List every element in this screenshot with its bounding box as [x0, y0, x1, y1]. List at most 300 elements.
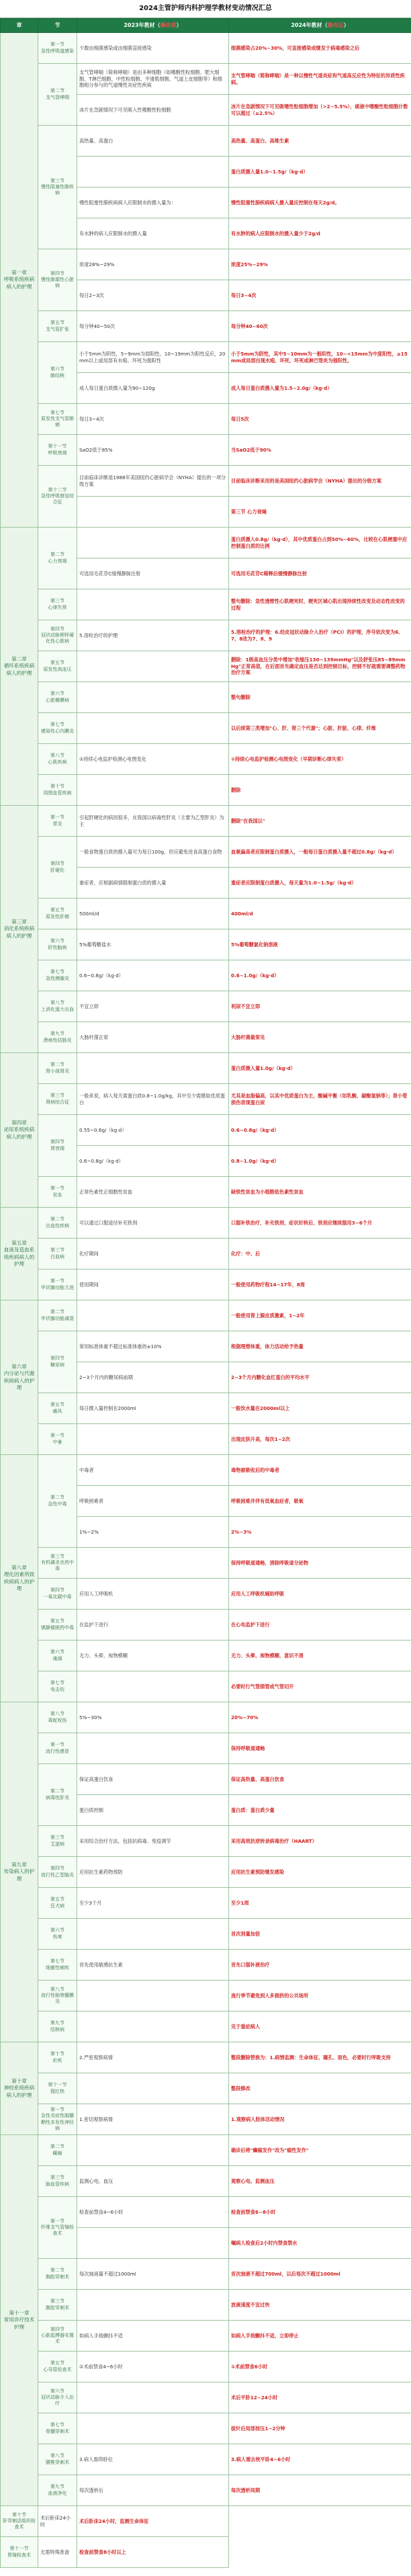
new-edition-cell: 术后卧床24小时，监测生命体征	[77, 2506, 229, 2537]
old-edition-cell: 每日2~3次	[77, 280, 229, 311]
old-edition-cell: 应用抗生素药物预防	[77, 1857, 229, 1888]
section-cell: 第五节 狂犬病	[38, 1888, 77, 1919]
old-edition-cell	[77, 528, 229, 558]
table-row	[1, 589, 411, 620]
section-cell: 第一节 胃炎	[38, 806, 77, 837]
table-row	[1, 2475, 411, 2506]
table-row	[1, 1579, 411, 1610]
chapter-cell: 第六章 内分泌与代谢疾病病人的护理	[1, 1300, 38, 1455]
chapter-cell: 第八章 理化因素所致疾病病人的护理	[1, 1455, 38, 1702]
old-edition-cell: 监测心电、血压	[77, 2166, 229, 2197]
section-cell: 第四节 肝硬化	[38, 837, 77, 899]
section-cell: 第九节 溃疡性结肠炎	[38, 1022, 77, 1053]
table-row	[1, 1424, 411, 1455]
chapter-cell: 第十章 神经系统疾病病人的护理	[1, 2042, 38, 2135]
table-row	[1, 2506, 411, 2537]
table-row	[1, 929, 411, 960]
old-edition-cell: 0.6~0.8g/（kg·d）	[77, 960, 229, 991]
section-cell: 第一节 纤维支气管镜检查术	[38, 2197, 77, 2259]
old-edition-cell: 支气管哮喘（简称哮喘）是由多种细胞（如嗜酸性粒细胞、肥大细胞、T淋巴细胞、中性粒细胞、平滑肌细胞、气道上皮细胞等）和细胞组分参与的气道慢性炎症性疾病	[77, 64, 229, 95]
new-edition-cell: 口服补铁治疗，补充铁剂，症状好转后，铁剂应继续服用3~6个月	[229, 1208, 411, 1239]
new-edition-cell: 400ml/d	[229, 899, 411, 929]
table-row	[1, 1053, 411, 1084]
new-edition-cell: 一般饮水量在2000ml以上	[229, 1393, 411, 1424]
old-edition-cell: 使用期间	[77, 1270, 229, 1300]
table-row	[1, 1764, 411, 1795]
chapter-cell: 第四章 泌尿系统疾病病人的护理	[1, 1053, 38, 1208]
table-row	[1, 899, 411, 929]
chapter-cell: 第十一章 常用诊疗技术护理	[1, 2135, 38, 2506]
old-edition-cell	[77, 497, 229, 528]
new-edition-cell: 首先口服补液治疗	[229, 1950, 411, 1981]
section-cell: 第三节 腹腔穿刺术	[38, 2290, 77, 2321]
section-cell: 第二节 肾小球肾炎	[38, 1053, 77, 1084]
section-cell: 第五节 心导管检查术	[38, 2352, 77, 2382]
new-edition-cell: 有水肿的病人应限制水的摄入量少于2g/d	[229, 218, 411, 249]
new-edition-cell: 拔针后局部按压1~2分钟	[229, 2413, 411, 2444]
table-row	[1, 2259, 411, 2290]
old-edition-cell: 呼吸困难者	[77, 1486, 229, 1517]
old-edition-cell	[77, 651, 229, 682]
new-edition-cell: 每分钟40~60次	[229, 311, 411, 342]
old-edition-cell: 0.6~0.8g/（kg·d）	[77, 1146, 229, 1177]
old-edition-cell	[77, 1548, 229, 1579]
section-cell: 第二节 病毒性肝炎	[38, 1764, 77, 1826]
table-row	[1, 1331, 411, 1362]
table-row	[1, 2104, 411, 2135]
new-edition-cell: 如病人手指颤抖不适，立即停止	[229, 2321, 411, 2352]
new-edition-cell: 第三节 心力衰竭	[229, 497, 411, 528]
old-edition-cell: 小于5mm为阴性，5~9mm为弱阳性，10~19mm为阳性反应，20mm以上或局部有水疱、坏死为强阳性	[77, 342, 229, 373]
old-edition-cell	[77, 2135, 229, 2166]
old-edition-cell	[77, 2011, 229, 2042]
new-edition-cell: 0.8~1.0g/（kg·d）	[229, 1146, 411, 1177]
new-edition-cell: 术后平卧12~24小时	[229, 2382, 411, 2413]
table-row	[1, 1177, 411, 1208]
chapter-cell: 第五章 血液及造血系统疾病病人的护理	[1, 1208, 38, 1300]
old-edition-cell: 检查前禁食4~6小时	[77, 2197, 229, 2228]
old-edition-cell: 一般食物蛋白质的摄入量可为每日100g，但应避免进食高蛋白食物	[77, 837, 229, 868]
old-edition-cell: 如病人手指颤抖不适	[77, 2321, 229, 2352]
old-edition-cell: 无需特殊准备	[38, 2537, 77, 2568]
new-edition-cell: 大肠杆菌最常见	[229, 1022, 411, 1053]
new-edition-cell: 毒物被吸收后的中毒者	[229, 1455, 411, 1486]
old-edition-cell: 可选用毛花苷C缓慢静脉注射	[77, 558, 229, 589]
new-edition-cell: 流行季节避免到人多拥挤的公共场所	[229, 1981, 411, 2011]
section-cell: 第十节 肝穿刺活组织检查术	[1, 2506, 38, 2537]
header-new-edition	[229, 19, 411, 33]
old-edition-cell: 术后卧床24小时	[38, 2506, 77, 2537]
new-edition-cell: 一般使用肾上腺皮质激素，1~2年	[229, 1300, 411, 1331]
section-cell: 第六节 伤寒	[38, 1919, 77, 1950]
new-edition-cell: 细菌感染占20%~30%，可直接感染或继发于病毒感染之后	[229, 33, 411, 64]
section-cell: 第四节 流行性乙型脑炎	[38, 1857, 77, 1888]
new-edition-cell: 一般使用药物疗程14~17年，8周	[229, 1270, 411, 1300]
old-edition-cell: 5.溶栓治疗的护理	[77, 620, 229, 651]
new-edition-cell: 首次剂量加倍	[229, 1919, 411, 1950]
new-edition-cell: 保持呼吸道通畅	[229, 1733, 411, 1764]
section-cell: 第七节 感染性心内膜炎	[38, 713, 77, 744]
new-edition-cell: 以后续第三类增加"心、肝、肾三个代谢"；心脏、肝脏、心律、纤维	[229, 713, 411, 744]
old-edition-cell	[77, 2073, 229, 2104]
old-edition-cell	[77, 2228, 229, 2259]
old-edition-cell: 2.严密观察病情	[77, 2042, 229, 2073]
header-section: 节	[38, 19, 77, 33]
header-new-pre: 2024年教材（	[291, 22, 328, 28]
table-row	[1, 651, 411, 682]
table-row	[1, 2042, 411, 2073]
section-cell: 第八节 腰椎穿刺术	[38, 2444, 77, 2475]
table-row	[1, 64, 411, 95]
old-edition-cell: 每分钟40~50次	[77, 311, 229, 342]
header-old-pre: 2023年教材（	[124, 22, 161, 28]
new-edition-cell: 保持呼吸道通畅，清除呼吸道分泌物	[229, 1548, 411, 1579]
old-edition-cell: 不宜立即	[77, 991, 229, 1022]
section-cell: 第五节 原发性高血压	[38, 651, 77, 682]
new-edition-cell: 删除"在我国以"	[229, 806, 411, 837]
new-edition-cell: 保证高热量、高蛋白饮食	[229, 1764, 411, 1795]
old-edition-cell: 目前临床诊断是1988年美国纽约心脏病学会（NYHA）提出的一项分级方案	[77, 466, 229, 497]
new-edition-cell: 整段修改	[229, 2073, 411, 2104]
table-row	[1, 2352, 411, 2382]
chapter-cell: 第二章 循环系统疾病病人的护理	[1, 528, 38, 806]
old-edition-cell: 应用人工呼吸机	[77, 1579, 229, 1610]
table-row	[1, 620, 411, 651]
table-row	[1, 806, 411, 837]
document-title: 2024主管护师内科护理学教材变动情况汇总	[0, 0, 411, 18]
section-cell: 第九节 血液净化	[38, 2475, 77, 2506]
section-cell: 第七节 骨髓穿刺术	[38, 2413, 77, 2444]
table-row	[1, 2321, 411, 2352]
section-cell: 第三节 心律失常	[38, 589, 77, 620]
section-cell: 第十一节 胃镜检查术	[1, 2537, 38, 2568]
new-edition-cell: 无力、头晕、视物模糊、意识不清	[229, 1640, 411, 1671]
new-edition-cell: 重症者应限制蛋白质摄入，每天量为1.0~1.5g/（kg·d）	[229, 868, 411, 899]
section-cell: 第七节 急性胰腺炎	[38, 960, 77, 991]
old-edition-cell	[77, 1919, 229, 1950]
table-row	[1, 1393, 411, 1424]
old-edition-cell: 可以通过口服途径补充铁剂	[77, 1208, 229, 1239]
old-edition-cell: 慢性阻塞性肺疾病病人应限制水的摄入量为：	[77, 188, 229, 218]
new-edition-cell: 2%~3%	[229, 1517, 411, 1548]
new-edition-cell: 0.6~0.8g/（kg·d）	[229, 1115, 411, 1146]
new-edition-cell: 慢性阻塞性肺疾病病人摄入量应控制在每天2g/d。	[229, 188, 411, 218]
new-edition-cell: 应用抗生素预防继发感染	[229, 1857, 411, 1888]
new-edition-cell: 每日5次	[229, 404, 411, 435]
new-edition-cell: 检查前禁食8小时以上	[77, 2537, 229, 2568]
old-edition-cell: 浓度28%~29%	[77, 249, 229, 280]
table-row	[1, 1950, 411, 1981]
new-edition-cell: 5.溶栓治疗的护理：6.经皮冠状动脉介入治疗（PCI）的护理，序号依次变为6、7、8改为7、8、9	[229, 620, 411, 651]
chapter-cell: 第三章 消化系统疾病病人的护理	[1, 806, 38, 1053]
chapter-cell: 第一章 呼吸系统疾病病人的护理	[1, 33, 38, 528]
new-edition-cell: 每次透析间期	[229, 2475, 411, 2506]
section-cell: 第六节 肺结核	[38, 342, 77, 404]
section-cell: 第三节 艾滋病	[38, 1826, 77, 1857]
new-edition-cell: 小于5mm为阴性，其中5~10mm为一般阳性，10~<15mm为中度阳性，≥15mm或局部出现水疱、坏死、坏死或淋巴管炎为强阳性。	[229, 342, 411, 373]
old-edition-cell: 3.病人需仰卧位	[77, 2444, 229, 2475]
section-cell: 第十一节 呼吸衰竭	[38, 435, 77, 466]
table-row	[1, 126, 411, 157]
old-edition-cell: 保证高蛋白饮食	[77, 1764, 229, 1795]
new-edition-cell: 蛋白质摄入量1.0~1.5g/（kg·d）	[229, 157, 411, 188]
new-edition-cell: 20%~70%	[229, 1702, 411, 1733]
new-edition-cell: 血氨偏高者应限制蛋白质摄入，一般每日蛋白质摄入量不超过0.8g/（kg·d）	[229, 837, 411, 868]
new-edition-cell: 每日3~4次	[229, 280, 411, 311]
section-cell: 第十一节 猩红热	[38, 2073, 77, 2104]
table-body	[1, 33, 411, 2568]
section-cell: 第十节 疟疾	[38, 2042, 77, 2073]
section-cell: 第二节 出血性疾病	[38, 1208, 77, 1239]
old-edition-cell: 1%~2%	[77, 1517, 229, 1548]
new-edition-cell: ①持续心电监护检测心电图变化（早期诊断心律失常）	[229, 744, 411, 775]
section-cell: 第八节 流行性脑脊髓膜炎	[38, 1981, 77, 2011]
new-edition-cell: 化疗：中、后	[229, 1239, 411, 1270]
old-edition-cell: 高热量、高蛋白	[77, 126, 229, 157]
new-edition-cell: 目前临床诊断采用的是美国纽约心脏病学会（NYHA）提出的分级方案	[229, 466, 411, 497]
section-cell: 第二节 胸腔穿刺术	[38, 2259, 77, 2290]
new-edition-cell: 应用人工呼吸机辅助呼吸	[229, 1579, 411, 1610]
old-edition-cell	[77, 2382, 229, 2413]
section-cell: 第三节 脑血管疾病	[38, 2166, 77, 2197]
new-edition-cell: 根据理想体重，体力活动给予热量	[229, 1331, 411, 1362]
table-row	[1, 2413, 411, 2444]
new-edition-cell: 在心电监护下进行	[229, 1610, 411, 1640]
new-edition-cell: 2~3个月内糖化血红蛋白的平均水平	[229, 1362, 411, 1393]
table-row	[1, 775, 411, 806]
table-row	[1, 404, 411, 435]
section-cell: 第三节 有机磷杀虫药中毒	[38, 1548, 77, 1579]
section-cell: 第九节 结核病	[38, 2011, 77, 2042]
new-edition-cell: 1.观察病人肢体活动情况	[229, 2104, 411, 2135]
table-row	[1, 1888, 411, 1919]
table-row	[1, 1548, 411, 1579]
table-row	[1, 466, 411, 497]
section-cell: 第六节 冠状动脉介入治疗	[38, 2382, 77, 2413]
old-edition-cell	[77, 682, 229, 713]
new-edition-cell: 放液速度不宜过快	[229, 2290, 411, 2321]
new-edition-cell: 支气管哮喘（简称哮喘）是一种以慢性气道炎症和气道高反应性为特征的异质性疾病。	[229, 64, 411, 95]
new-edition-cell: 冰片在急剧情况下可见吸嗜性粒细胞增加（>2~5.5%），痰液中嗜酸性粒细胞计数可以超过（≥2.5%）	[229, 95, 411, 126]
new-edition-cell: 至少1周	[229, 1888, 411, 1919]
section-cell: 第二节 甲状腺功能减退	[38, 1300, 77, 1331]
section-cell: 第一节 流行性感冒	[38, 1733, 77, 1764]
new-edition-cell: 嘱病人检查后2小时内禁食禁水	[229, 2228, 411, 2259]
table-row	[1, 2197, 411, 2228]
table-row	[1, 1640, 411, 1671]
table-row	[1, 1981, 411, 2011]
section-cell: 第七节 细菌性痢疾	[38, 1950, 77, 1981]
header-old-highlight: 修改前	[160, 22, 177, 28]
old-edition-cell: 采用综合治疗方法，包括抗病毒、免疫调节	[77, 1826, 229, 1857]
table-row	[1, 1270, 411, 1300]
old-edition-cell: 500ml/d	[77, 899, 229, 929]
section-cell: 第八节 心肌疾病	[38, 744, 77, 775]
section-cell: 第五节 痛风	[38, 1393, 77, 1424]
old-edition-cell: ①持续心电监护检测心电图变化	[77, 744, 229, 775]
new-edition-cell: 3.病人需去枕平卧4~6小时	[229, 2444, 411, 2475]
old-edition-cell	[77, 1300, 229, 1331]
section-cell: 第四节 冠状动脉粥样硬化性心脏病	[38, 620, 77, 651]
table-row	[1, 1455, 411, 1486]
table-row	[1, 960, 411, 991]
section-cell: 第六节 淹溺	[38, 1640, 77, 1671]
old-edition-cell: 至少3个月	[77, 1888, 229, 1919]
old-edition-cell	[77, 1424, 229, 1455]
old-edition-cell	[77, 589, 229, 620]
section-cell: 第七节 电击伤	[38, 1671, 77, 1702]
section-cell: 第六节 肝性脑病	[38, 929, 77, 960]
section-cell: 第四节 心脏起搏器安置术	[38, 2321, 77, 2352]
old-edition-cell: 大肠杆菌正常	[77, 1022, 229, 1053]
new-edition-cell: 删除	[229, 775, 411, 806]
old-edition-cell: 1.密切观察病情	[77, 2104, 229, 2135]
section-cell: 第一节 甲状腺功能亢进	[38, 1270, 77, 1300]
section-cell: 第五节 原发性肝癌	[38, 899, 77, 929]
table-row	[1, 1826, 411, 1857]
old-edition-cell: 首先使用敏感抗生素	[77, 1950, 229, 1981]
new-edition-cell: 观察心电、监测血压	[229, 2166, 411, 2197]
old-edition-cell	[77, 1671, 229, 1702]
table-row	[1, 2382, 411, 2413]
old-edition-cell	[77, 1053, 229, 1084]
old-edition-cell: ①术前禁食4~6小时	[77, 2352, 229, 2382]
old-edition-cell: 5%葡萄糖盐水	[77, 929, 229, 960]
table-row	[1, 435, 411, 466]
table-row	[1, 342, 411, 373]
table-row	[1, 1022, 411, 1053]
section-cell: 第八节 毒蛇咬伤	[38, 1702, 77, 1733]
new-edition-cell: 蛋白质摄入量1.0g/（kg·d）	[229, 1053, 411, 1084]
table-row	[1, 2290, 411, 2321]
table-row	[1, 311, 411, 342]
new-edition-cell: 见于重症病人	[229, 2011, 411, 2042]
new-edition-cell: 当SaO2低于90%	[229, 435, 411, 466]
section-cell: 第十二节 急性呼吸窘迫综合征	[38, 466, 77, 528]
new-edition-cell: 必要时行气管插管或气管切开	[229, 1671, 411, 1702]
old-edition-cell: 蛋白质控制	[77, 1795, 229, 1826]
table-row	[1, 1084, 411, 1115]
chapter-cell: 第九章 传染病人的护理	[1, 1702, 38, 2042]
new-edition-cell: 成人每日蛋白质摄入量为1.5~2.0g/（kg·d）	[229, 373, 411, 404]
table-row	[1, 744, 411, 775]
table-row	[1, 1610, 411, 1640]
old-edition-cell: 正常色素性正细胞性贫血	[77, 1177, 229, 1208]
old-edition-cell: 少数由细菌感染或由细菌直接感染	[77, 33, 229, 64]
section-cell: 第一节 中暑	[38, 1424, 77, 1455]
old-edition-cell: 2~3个月内的糖尿病前期	[77, 1362, 229, 1393]
table-row	[1, 991, 411, 1022]
section-cell: 第三节 肾病综合征	[38, 1084, 77, 1115]
table-row	[1, 2073, 411, 2104]
table-row	[1, 1115, 411, 1146]
section-cell: 第二节 支气管哮喘	[38, 64, 77, 126]
section-cell: 第一节 急性呼吸道感染	[38, 33, 77, 64]
new-edition-cell: 浓度25%~29%	[229, 249, 411, 280]
new-edition-cell: ①术前禁食6小时	[229, 2352, 411, 2382]
old-edition-cell: 每次透析后	[77, 2475, 229, 2506]
new-edition-cell: 整段删除替换为：1.病情监测：生命体征、瞳孔、面色，必要时行呼吸支持	[229, 2042, 411, 2073]
table-row	[1, 1733, 411, 1764]
new-edition-cell: 采用高效抗逆转录病毒治疗（HAART）	[229, 1826, 411, 1857]
new-edition-cell: 首次抽液不超过700ml，以后每次不超过1000ml	[229, 2259, 411, 2290]
new-edition-cell: 整句删除：急性透壁性心肌梗死时，梗死区域心肌出现持续性改变及动态性改变的过程	[229, 589, 411, 620]
new-edition-cell: 缺铁性贫血为小细胞低色素性贫血	[229, 1177, 411, 1208]
section-cell: 第一节 贫血	[38, 1177, 77, 1208]
table-row	[1, 2537, 411, 2568]
section-cell: 第八节 上消化道大出血	[38, 991, 77, 1022]
old-edition-cell: 一般来说，病人每天需蛋白质0.8~1.0g/kg，其中至少需摄取优质蛋白	[77, 1084, 229, 1115]
section-cell: 第二节 心力衰竭	[38, 528, 77, 589]
table-row	[1, 837, 411, 868]
table-row	[1, 2166, 411, 2197]
section-cell: 第四节 一氧化碳中毒	[38, 1579, 77, 1610]
old-edition-cell: 无力、头晕、视物模糊	[77, 1640, 229, 1671]
table-row	[1, 1857, 411, 1888]
section-cell: 第五节 支气管扩张	[38, 311, 77, 342]
old-edition-cell	[77, 2413, 229, 2444]
header-new-highlight: 修改后	[327, 22, 344, 28]
table-header-row	[1, 19, 411, 33]
section-cell: 第四节 慢性肺源性心脏病	[38, 249, 77, 311]
section-cell: 第十节 周围血管疾病	[38, 775, 77, 806]
table-row	[1, 2135, 411, 2166]
old-edition-cell: 每日3~4次	[77, 404, 229, 435]
section-cell: 第七节 原发性支气管肺癌	[38, 404, 77, 435]
old-edition-cell: 化疗期间	[77, 1239, 229, 1270]
new-edition-cell: 蛋白质摄入0.8g/（kg·d），其中优质蛋白占到50%~60%，比较在心肌梗塞中应控制蛋白质的比例	[229, 528, 411, 558]
section-cell: 第一节 急性炎症性脱髓鞘性多发性神经病	[38, 2104, 77, 2135]
new-edition-cell: 可选用毛花苷C稀释后缓慢静脉注射	[229, 558, 411, 589]
old-edition-cell: SaO2低于85%	[77, 435, 229, 466]
table-row	[1, 1919, 411, 1950]
header-old-edition	[77, 19, 229, 33]
old-edition-cell: 冰片在急剧情况下可见吸入性嗜酸性粒细胞	[77, 95, 229, 126]
new-edition-cell: 高热量、高蛋白、高维生素	[229, 126, 411, 157]
old-edition-cell	[77, 2290, 229, 2321]
table-row	[1, 2444, 411, 2475]
table-row	[1, 2011, 411, 2042]
section-cell: 第二节 癫痫	[38, 2135, 77, 2166]
new-edition-cell: 0.6~1.0g/（kg·d）	[229, 960, 411, 991]
old-edition-cell: 0.55~0.6g/（kg·d）	[77, 1115, 229, 1146]
old-edition-cell: 有水肿的病人应限制水的摄入量	[77, 218, 229, 249]
section-cell: 第四节 肾衰竭	[38, 1115, 77, 1177]
new-edition-cell: 5%葡萄糖氯化钠溶液	[229, 929, 411, 960]
table-row	[1, 528, 411, 558]
old-edition-cell: 中毒者	[77, 1455, 229, 1486]
new-edition-cell: 尤其是血脂偏高，以其中优质蛋白为主，酸碱平衡（如乳酸、碳酸氢钠等）；肾小管损伤表现蛋白尿	[229, 1084, 411, 1115]
new-edition-cell: 利尿不宜立即	[229, 991, 411, 1022]
table-row	[1, 33, 411, 64]
table-row	[1, 1208, 411, 1239]
comparison-table	[0, 18, 411, 2568]
section-cell: 第三节 白血病	[38, 1239, 77, 1270]
old-edition-cell: 成人每日蛋白质摄入量为90~120g	[77, 373, 229, 404]
header-old-post: ）	[176, 22, 182, 28]
new-edition-cell: 整句删除	[229, 682, 411, 713]
old-edition-cell: 引起肝硬化的病因很多，在我国以病毒性肝炎（主要为乙型肝炎）为主	[77, 806, 229, 837]
old-edition-cell	[77, 775, 229, 806]
new-edition-cell: 蛋白质：蛋白质少量	[229, 1795, 411, 1826]
new-edition-cell: 删除：1级高血压分类中增加"收缩压130~139mmHg"以及舒张压85~89mmHg"正常高值，在后面首先确定血压是否达到控制目标，控制不好就需要调整药物治疗方案	[229, 651, 411, 682]
section-cell: 第二节 急性中毒	[38, 1455, 77, 1548]
table-row	[1, 1671, 411, 1702]
old-edition-cell	[77, 1981, 229, 2011]
old-edition-cell: 重症者，应根据病情限制蛋白质的摄入量	[77, 868, 229, 899]
section-cell: 第五节 镇静催眠药中毒	[38, 1610, 77, 1640]
header-chapter: 章	[1, 19, 38, 33]
